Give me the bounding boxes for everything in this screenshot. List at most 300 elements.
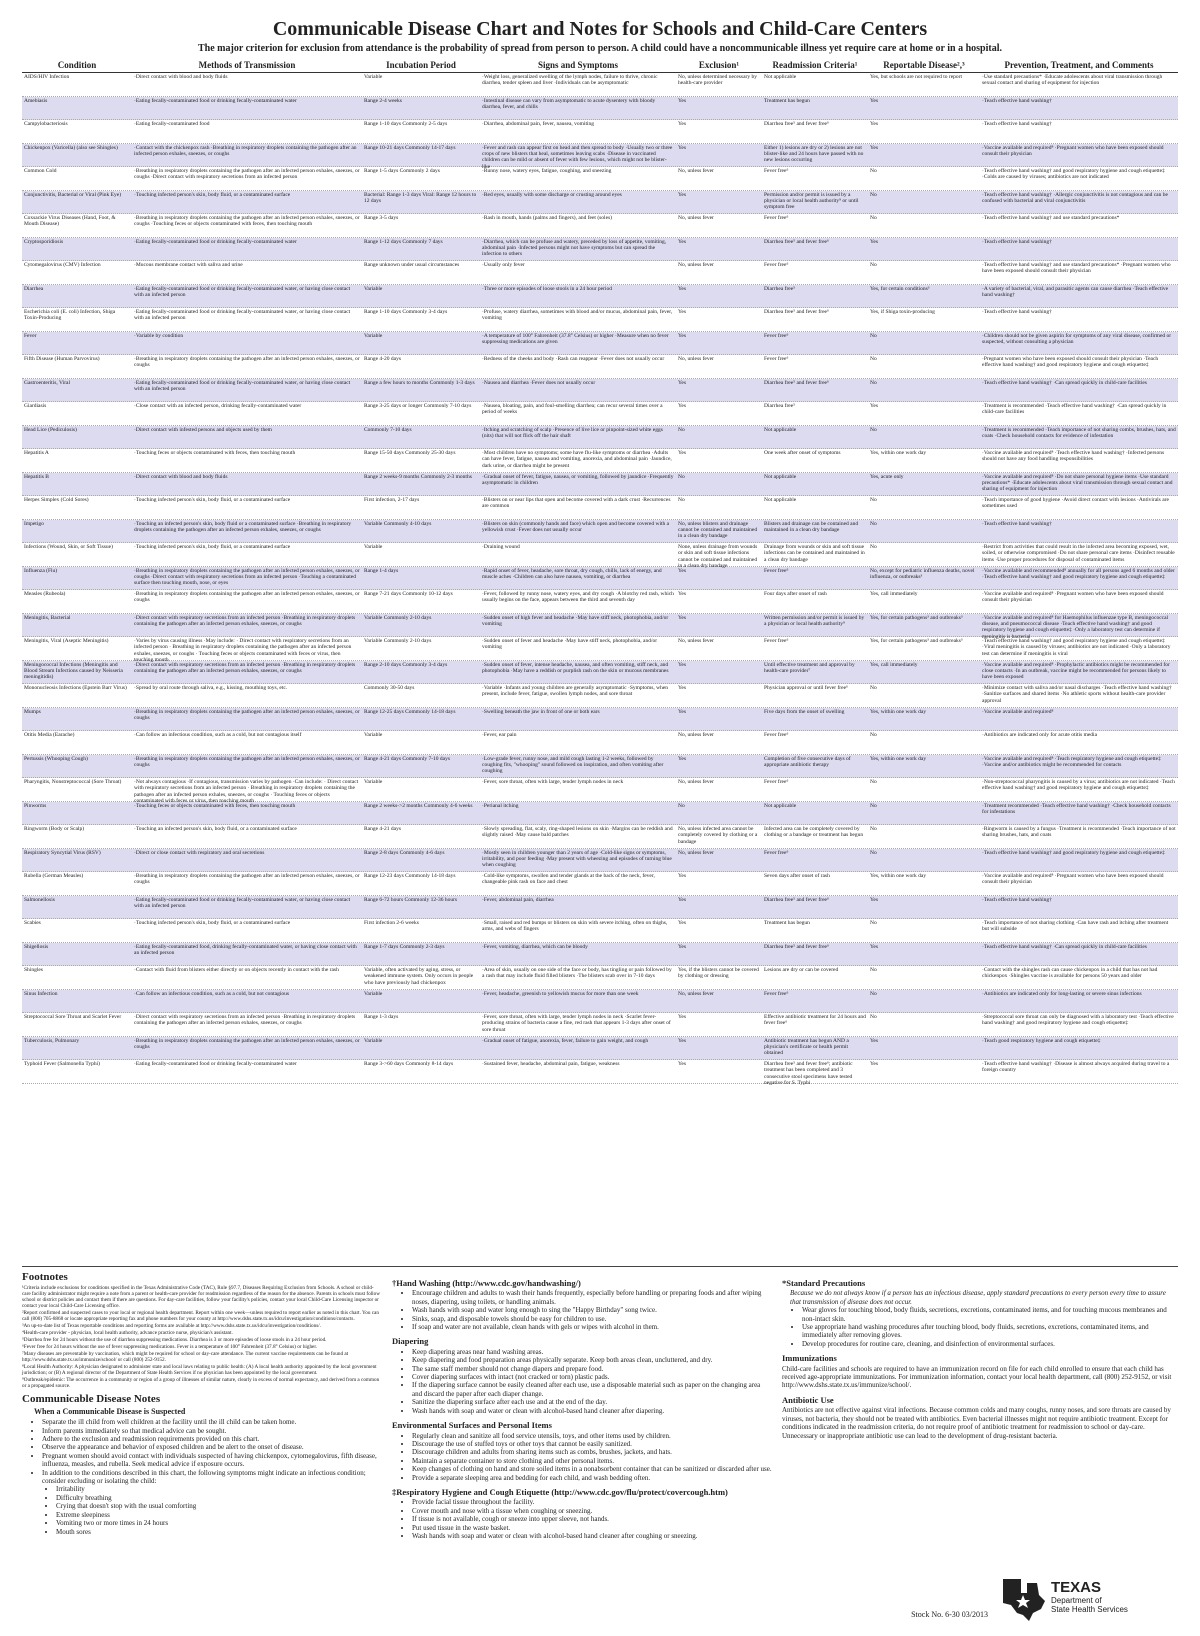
standard-precautions-list	[782, 1306, 1178, 1348]
cell-exclusion: No, unless fever	[678, 215, 714, 221]
cell-incubation: Variable	[364, 544, 383, 550]
cell-reportable: No	[870, 732, 877, 738]
stock-number: Stock No. 6-30 03/2013	[911, 1610, 988, 1619]
cell-incubation: Range 3-5 days	[364, 215, 399, 221]
cell-incubation: Range 2-4 weeks	[364, 97, 402, 104]
cell-incubation: Variable Commonly 4-10 days	[364, 520, 432, 527]
cell-readmission: Fever free⁶	[764, 638, 789, 644]
cell-symptoms: ·Sustained fever, headache, abdominal pain, fatigue, weakness	[482, 1061, 620, 1067]
cell-incubation: Range 4-21 days Commonly 7-10 days	[364, 755, 451, 762]
table-row	[22, 943, 1178, 967]
cell-transmission: ·Direct contact with respiratory secretions from an infected person ·Breathing in respiratory droplets containing the pathogen after an infected person exhales, sneezes, or coughs	[134, 614, 356, 627]
logo-text	[1051, 1579, 1128, 1614]
cell-symptoms: ·A temperature of 100° Fahrenheit (37.8° Celsius) or higher ·Measure when no fever suppressing medications are given	[482, 332, 669, 345]
note-item: • Inform parents immediately so that medical advice can be sought.	[42, 1427, 382, 1435]
cell-readmission: Antibiotic treatment has begun AND a physician's certificate or health permit obtained	[764, 1037, 849, 1057]
cell-reportable: Yes, call immediately	[870, 661, 918, 668]
cell-reportable: Yes, for certain conditions³	[870, 285, 930, 292]
cell-exclusion: No, unless blisters and drainage cannot be contained and maintained in a clean dry bandage	[678, 520, 758, 540]
table-row	[22, 426, 1178, 450]
cell-exclusion: Yes	[678, 614, 687, 621]
cell-exclusion: Yes	[678, 144, 687, 151]
cell-exclusion: Yes	[678, 285, 687, 292]
cell-condition: Cytomegalovirus (CMV) Infection	[24, 262, 101, 268]
note-item: • Adhere to the exclusion and readmission requirements provided on this chart.	[42, 1435, 382, 1443]
cell-transmission: ·Breathing in respiratory droplets containing the pathogen after an infected person exhales, sneezes, or coughs	[134, 708, 360, 721]
cell-prevention: ·Teach effective hand washing†	[982, 238, 1052, 245]
cell-transmission: ·Eating fecally-contaminated food or drinking fecally-contaminated water	[134, 97, 297, 104]
cell-prevention: ·Vaccine available and recommended⁸ annually for all persons aged 6 months and older ·Teach effective hand washing† and good respiratory hygiene and cough etiquette‡	[982, 567, 1175, 580]
cell-exclusion: Yes	[678, 97, 687, 104]
table-row	[22, 449, 1178, 473]
footnote-item: ⁸Local Health Authority: A physician designated to administer state and local laws relating to public health: (A) A local health authority appointed by the local government jurisdiction; or (B) A regional director of the Department of State Health Services if no physician has been appointed by the local government.	[22, 1364, 377, 1377]
table-row	[22, 919, 1178, 943]
cell-reportable: Yes	[870, 238, 879, 245]
cell-incubation: Range 2 weeks-9 months Commonly 2-3 months	[364, 473, 472, 480]
symptom-item: • Crying that doesn't stop with the usual comforting	[56, 1502, 382, 1510]
cell-readmission: One week after onset of symptoms	[764, 450, 841, 456]
cell-symptoms: ·Nausea, bloating, pain, and foul-smelling diarrhea; can recur several times over a period of weeks	[482, 403, 663, 416]
cell-readmission: Fever free⁶	[764, 332, 789, 339]
table-row	[22, 73, 1178, 97]
cell-reportable: Yes	[870, 121, 879, 127]
note-item: • Separate the ill child from well children at the facility until the ill child can be taken home.	[42, 1418, 382, 1426]
cell-condition: Herpes Simplex (Cold Sores)	[24, 497, 89, 503]
cell-prevention: ·Non-streptococcal pharyngitis is caused by a virus; antibiotics are not indicated ·Teach effective hand washing† and good respiratory hygiene and cough etiquette‡	[982, 779, 1175, 792]
cell-symptoms: ·Swelling beneath the jaw in front of one or both ears	[482, 708, 600, 715]
cell-reportable: No	[870, 685, 877, 691]
cell-readmission: Written permission and/or permit is issued by a physician or local health authority⁹	[764, 614, 865, 627]
cell-symptoms: ·Sudden onset of fever and headache ·May have stiff neck, photophobia, and/or vomiting	[482, 638, 658, 651]
cell-exclusion: Yes	[678, 332, 687, 339]
cell-condition: Head Lice (Pediculosis)	[24, 426, 77, 433]
cell-reportable: No	[870, 191, 877, 198]
cell-incubation: Range 4-21 days	[364, 826, 401, 832]
cell-symptoms: ·Most children have no symptoms; some have flu-like symptoms or diarrhea ·Adults can have fever, fatigue, nausea and vomiting, anorexia, and abdominal pain ·Jaundice, dark urine, or diarrhea might be present	[482, 450, 672, 469]
cell-exclusion: No, unless fever	[678, 638, 714, 644]
table-row	[22, 379, 1178, 403]
cell-reportable: Yes	[870, 896, 879, 903]
cell-reportable: Yes	[870, 403, 879, 409]
immunizations-text: Child-care facilities and schools are required to have an immunization record on file for each child enrolled to ensure that each child has received age-appropriate immunizations. For immunization information, contact your local health department, call (800) 252-9152, or visit http://www.dshs.state.tx.us/immunize/school/.	[782, 1364, 1172, 1390]
cell-prevention: ·Vaccine available and required⁸ ·Teach effective hand washing† ·Infected persons should not have any food handling responsibilities	[982, 450, 1165, 463]
environment-item: • Keep changes of clothing on hand and store soiled items in a nonabsorbent container that can be sanitized or discarded after use.	[412, 1465, 772, 1473]
cell-transmission: ·Direct contact with infested persons and objects used by them	[134, 426, 272, 433]
cell-reportable: No, except for pediatric influenza deaths, novel influenza, or outbreaks³	[870, 567, 975, 580]
notes-heading: Communicable Disease Notes	[22, 1393, 161, 1406]
standard-precaution-item: • Use appropriate hand washing procedures after touching blood, body fluids, secretions, excretions, contaminated items, and immediately after removing gloves.	[802, 1323, 1178, 1340]
cell-exclusion: Yes	[678, 309, 687, 315]
cell-condition: Cryptosporidiosis	[24, 238, 64, 245]
cell-readmission: Diarrhea free⁵ and fever free⁶; antibiotic treatment has been completed and 3 consecutive stool specimens have tested negative for S. Typhi	[764, 1061, 853, 1087]
table-row	[22, 238, 1178, 262]
cell-readmission: Diarrhea free⁵ and fever free⁶	[764, 943, 829, 950]
cell-condition: Gastroenteritis, Viral	[24, 379, 71, 386]
cell-transmission: ·Touching an infected person's skin, body fluid or a contaminated surface ·Breathing in respiratory droplets containing the pathogen after an infected person exhales, sneezes, or coughs	[134, 520, 352, 533]
cell-incubation: Range 2-8 days Commonly 4-6 days	[364, 849, 445, 856]
texas-star-icon	[1003, 1579, 1047, 1621]
cell-incubation: Variable Commonly 2-10 days	[364, 638, 432, 644]
table-header	[22, 60, 1178, 73]
cell-condition: Streptococcal Sore Throat and Scarlet Fever	[24, 1014, 122, 1020]
cell-condition: Conjunctivitis, Bacterial or Viral (Pink Eye)	[24, 191, 122, 198]
cell-condition: Diarrhea	[24, 285, 44, 292]
cell-symptoms: ·Nausea and diarrhea ·Fever does not usually occur	[482, 379, 596, 386]
cell-incubation: Variable	[364, 332, 383, 339]
cell-condition: Sinus Infection	[24, 990, 58, 997]
cell-incubation: Commonly 7-10 days	[364, 426, 412, 433]
cell-condition: Scabies	[24, 920, 41, 926]
cell-condition: Meningitis, Viral (Aseptic Meningitis)	[24, 638, 109, 644]
cell-symptoms: ·Blisters on skin (commonly hands and face) which open and become covered with a yellowish crust ·Fever does not usually occur	[482, 520, 670, 533]
symptom-item: • Irritability	[56, 1485, 382, 1493]
cell-readmission: Seven days after onset of rash	[764, 873, 830, 879]
table-row	[22, 261, 1178, 285]
antibiotic-text: Antibiotics are not effective against viral infections. Because common colds and many coughs, runny noses, and sore throats are caused by viruses, not bacteria, they should not be treated with antibiotics. Even bacterial illnesses might not require antibiotic treatment. Except for conditions indicated in the readmission criteria, do not require proof of antibiotic treatment for readmission to school or day-care. Unnecessary or inappropriate antibiotic use can lead to the development of drug-resistant bacteria.	[782, 1406, 1171, 1440]
cell-condition: Rubella (German Measles)	[24, 873, 84, 879]
environment-heading: Environmental Surfaces and Personal Items	[392, 1420, 552, 1431]
cell-prevention: ·Vaccine available and required⁸ ·Teach respiratory hygiene and cough etiquette‡ ·Vaccine and/or antibiotics might be recommended for contacts	[982, 755, 1161, 768]
cell-exclusion: Yes	[678, 661, 687, 668]
table-row	[22, 402, 1178, 426]
cell-readmission: Fever free⁶	[764, 779, 789, 785]
cell-reportable: No	[870, 332, 877, 339]
footnote-item: ⁷Many diseases are preventable by vaccination, which might be required for school or day-care attendance. The current vaccine requirements can be found at http://www.dshs.state.tx.us/immunize/school/ or call (800) 252-9152.	[22, 1351, 349, 1364]
cell-transmission: ·Touching infected person's skin, body fluid, or a contaminated surface	[134, 191, 291, 198]
cell-readmission: Fever free⁶	[764, 567, 789, 574]
cell-condition: Campylobacteriosis	[24, 121, 68, 127]
table-row	[22, 144, 1178, 168]
environment-item: • Discourage children and adults from sharing items such as combs, brushes, jackets, and hats.	[412, 1448, 772, 1456]
cell-incubation: Range 1-10 days Commonly 3-4 days	[364, 309, 448, 315]
table-row	[22, 590, 1178, 614]
cell-readmission: Not applicable	[764, 473, 797, 480]
table-row	[22, 355, 1178, 379]
cell-exclusion: None, unless drainage from wounds or skin and soft tissue infections cannot be contained and maintained in a clean dry bandage	[678, 544, 758, 570]
cell-transmission: ·Can follow an infectious condition, such as a cold, but not contagious	[134, 990, 290, 997]
cell-condition: Coxsackie Virus Diseases (Hand, Foot, & Mouth Disease)	[24, 215, 116, 228]
cell-reportable: No	[870, 168, 877, 174]
cell-symptoms: ·Fever, sore throat, often with large, tender lymph nodes in neck ·Scarlet fever-producing strains of bacteria cause a fine, red rash that appears 1-3 days after onset of sore throat	[482, 1014, 671, 1033]
cell-prevention: ·A variety of bacterial, viral, and parasitic agents can cause diarrhea ·Teach effective hand washing†	[982, 285, 1169, 298]
cell-incubation: Range 1-10 days Commonly 2-5 days	[364, 121, 448, 127]
notes-subheading: When a Communicable Disease is Suspected	[34, 1406, 186, 1416]
cell-prevention: ·Antibiotics are indicated only for long-lasting or severe sinus infections	[982, 990, 1142, 997]
cell-transmission: ·Touching feces or objects contaminated with feces, then touching mouth	[134, 450, 296, 456]
cell-symptoms: ·Rash in mouth, hands (palms and fingers), and feet (soles)	[482, 215, 612, 221]
cell-incubation: Range 6-72 hours Commonly 12-36 hours	[364, 896, 458, 903]
cell-symptoms: ·Draining wound	[482, 544, 520, 550]
cell-transmission: ·Eating fecally-contaminated food, drinking fecally-contaminated water, or having close contact with an infected person	[134, 943, 357, 956]
cell-reportable: Yes, call immediately	[870, 591, 918, 597]
cell-transmission: ·Eating fecally-contaminated food or drinking fecally-contaminated water	[134, 1061, 297, 1067]
table-row	[22, 637, 1178, 664]
table-row	[22, 849, 1178, 873]
cell-prevention: ·Teach effective hand washing†	[982, 97, 1052, 104]
diapering-heading: Diapering	[392, 1336, 429, 1347]
cell-reportable: Yes, acute only	[870, 473, 904, 480]
cell-reportable: Yes	[870, 97, 879, 104]
cell-symptoms: ·Fever, vomiting, diarrhea, which can be bloody	[482, 943, 588, 950]
cell-incubation: Range 2-10 days Commonly 3-4 days	[364, 661, 448, 668]
cell-transmission: ·Breathing in respiratory droplets containing the pathogen after an infected person exhales, sneezes, or coughs	[134, 591, 360, 604]
footnote-item: ¹Criteria include exclusions for conditions specified in the Texas Administrative Code (TAC), Rule §97.7, Diseases Requiring Exclusion from Schools. A school or child-care facility administrator might require a note from a parent or health-care provider for readmission regardless of the reason for the absence. Parents in schools must follow school or district policies and contact them if there are questions. For day-care facilities, follow your facility's policies, contact your local Child-Care Licensing inspector or contact your local Child-Care Licensing office.	[22, 1285, 380, 1310]
table-row	[22, 285, 1178, 309]
cell-reportable: Yes, for certain pathogens³ and outbreaks³	[870, 614, 963, 621]
cell-transmission: ·Contact with fluid from blisters either directly or on objects recently in contact with the rash	[134, 967, 339, 973]
cell-reportable: No	[870, 802, 877, 809]
cell-symptoms: ·Itching and scratching of scalp ·Presence of live lice or pinpoint-sized white eggs (nits) that will not flick off the hair shaft	[482, 426, 663, 439]
cell-symptoms: ·Diarrhea, which can be profuse and watery, preceded by loss of appetite, vomiting, abdominal pain ·Infected persons might not have symptoms but can spread the infection to others	[482, 238, 667, 258]
cell-incubation: Range 4-20 days	[364, 356, 401, 362]
cell-prevention: ·Antibiotics are indicated only for acute otitis media	[982, 732, 1098, 738]
cell-condition: Ringworm (Body or Scalp)	[24, 826, 85, 832]
cell-symptoms: ·Blisters on or near lips that open and become covered with a dark crust ·Recurrences are common	[482, 497, 671, 510]
diapering-item: • Sanitize the diapering surface after each use and at the end of the day.	[412, 1398, 772, 1406]
cell-readmission: Diarrhea free⁵ and fever free⁶	[764, 896, 829, 903]
cell-exclusion: Yes	[678, 450, 687, 456]
cell-condition: Giardiasis	[24, 403, 47, 409]
symptom-item: • Extreme sleepiness	[56, 1511, 382, 1519]
cell-reportable: No	[870, 990, 877, 997]
cell-incubation: Variable	[364, 285, 383, 292]
hand-washing-heading: †Hand Washing (http://www.cdc.gov/handwashing/)	[392, 1278, 581, 1288]
cell-exclusion: No, unless fever	[678, 262, 714, 268]
cell-prevention: ·Vaccine available and required⁸ ·Do not share personal hygiene items ·Use standard precautions* ·Educate adolescents about viral transmission through sexual contact and sharing of equipment for injection	[982, 473, 1173, 493]
cell-exclusion: No	[678, 497, 685, 503]
cell-condition: Impetigo	[24, 520, 44, 527]
standard-precaution-item: • Develop procedures for routine care, cleaning, and disinfection of environmental surfaces.	[802, 1340, 1178, 1348]
cell-exclusion: Yes	[678, 238, 687, 245]
cell-readmission: Until effective treatment and approval by health-care provider⁷	[764, 661, 855, 674]
footnote-item: ⁶Fever free for 24 hours without the use of fever suppressing medications. Fever is a temperature of 100° Fahrenheit (37.8° Celsius) or higher.	[22, 1344, 318, 1351]
table-row	[22, 214, 1178, 238]
table-row	[22, 872, 1178, 896]
cell-symptoms: ·Slowly spreading, flat, scaly, ring-shaped lesions on skin ·Margins can be reddish and slightly raised ·May cause bald patches	[482, 826, 673, 839]
cell-readmission: Diarrhea free⁵	[764, 285, 796, 292]
page-title: Communicable Disease Chart and Notes for Schools and Child-Care Centers	[272, 18, 928, 40]
cell-prevention: ·Vaccine available and required⁸ ·Prophylactic antibiotics might be recommended for close contacts ·In an outbreak, vaccine might be recommended for persons likely to have been exposed	[982, 661, 1170, 681]
cell-reportable: No	[870, 826, 877, 832]
cell-exclusion: No	[678, 473, 685, 480]
cell-transmission: ·Breathing in respiratory droplets containing the pathogen after an infected person exhales, sneezes, or coughs	[134, 755, 360, 768]
cell-transmission: ·Varies by virus causing illness ·May include: · Direct contact with respiratory secretions from an infected person · Breathing in respiratory droplets containing the pathogen after an infected person exhales, sneezes, or coughs · Touching feces or objects contaminated with feces or virus, then touching mouth	[134, 638, 352, 664]
cell-prevention: ·Teach effective hand washing†	[982, 520, 1052, 527]
cell-incubation: Range 3->60 days Commonly 8-14 days	[364, 1061, 454, 1067]
cell-prevention: ·Vaccine available and required⁸ ·Pregnant women who have been exposed should consult their physician	[982, 144, 1164, 157]
cell-exclusion: Yes	[678, 943, 687, 950]
column-header-exclusion: Exclusion¹	[698, 60, 740, 70]
cell-incubation: Variable	[364, 1037, 383, 1044]
cell-prevention: ·Teach effective hand washing† and good respiratory hygiene and cough etiquette‡	[982, 849, 1165, 856]
cell-symptoms: ·Fever, followed by runny nose, watery eyes, and dry cough ·A blotchy red rash, which usually begins on the face, appears between the third and seventh day	[482, 591, 674, 604]
table-row	[22, 520, 1178, 544]
cell-exclusion: Yes	[678, 755, 687, 762]
cell-prevention: ·Teach effective hand washing† and good respiratory hygiene and cough etiquette‡ ·Viral meningitis is caused by viruses; antibiotics are not indicated ·Only a laboratory test can determine if meningitis is viral	[982, 638, 1171, 657]
cell-reportable: No	[870, 920, 877, 926]
cell-transmission: ·Breathing in respiratory droplets containing the pathogen after an infected person exhales, sneezes, or coughs ·Direct contact with respiratory secretions from an infected person ·Touching a contaminated surface then touching mouth, nose, or eyes	[134, 567, 360, 587]
table-row	[22, 120, 1178, 144]
footnote-item: ²Report confirmed and suspected cases to your local or regional health department. Report within one week—unless required to report earlier as noted in this chart. You can call (800) 705-8868 or locate appropriate reporting fax and phone numbers for your county at http://www.dshs.state.tx.us/idcu/investigation/conditions/contacts.	[22, 1310, 379, 1323]
hand-washing-item: • Encourage children and adults to wash their hands frequently, especially before handling or preparing foods and after wiping noses, diapering, using toilets, or handling animals.	[412, 1289, 772, 1306]
cell-condition: Influenza (Flu)	[24, 567, 58, 574]
column-header-incubation: Incubation Period	[386, 60, 456, 70]
cell-prevention: ·Ringworm is caused by a fungus ·Treatment is recommended ·Teach importance of not sharing brushes, hats, and coats	[982, 826, 1176, 839]
cell-exclusion: Yes	[678, 121, 687, 127]
table-row	[22, 473, 1178, 497]
cell-symptoms: ·Low-grade fever, runny nose, and mild cough lasting 1-2 weeks, followed by coughing fits, "whooping" sound followed on inspiration, and often vomiting after coughing	[482, 755, 664, 775]
cell-prevention: ·Vaccine available and required⁸	[982, 708, 1054, 715]
cell-readmission: Physician approval or until fever free⁶	[764, 685, 848, 691]
table-row	[22, 755, 1178, 779]
cell-exclusion: Yes	[678, 191, 687, 198]
cell-readmission: Completion of five consecutive days of appropriate antibiotic therapy	[764, 755, 851, 768]
cell-transmission: ·Breathing in respiratory droplets containing the pathogen after an infected person exhales, sneezes, or coughs ·Direct contact with respiratory secretions from an infected person	[134, 168, 360, 181]
table-row	[22, 1013, 1178, 1037]
cell-symptoms: ·Fever, headache, greenish to yellowish mucus for more than one week	[482, 990, 639, 997]
cell-condition: Fever	[24, 332, 37, 339]
logo-line-3: State Health Services	[1051, 1605, 1128, 1614]
diapering-item: • Keep diapering areas near hand washing areas.	[412, 1348, 772, 1356]
cell-prevention: ·Teach effective hand washing† ·Can spread quickly in child-care facilities	[982, 379, 1147, 386]
respiratory-item: • Provide facial tissue throughout the facility.	[412, 1498, 772, 1506]
cell-incubation: Commonly 30-50 days	[364, 685, 415, 691]
cell-transmission: ·Can follow an infectious condition, such as a cold, but not contagious itself	[134, 732, 302, 738]
footnote-item: ³An up-to-date list of Texas reportable conditions and reporting forms are available at http://www.dshs.state.tx.us/idcu/investigation/conditions/.	[22, 1323, 321, 1330]
cell-condition: Salmonellosis	[24, 896, 55, 903]
cell-transmission: ·Touching infected person's skin, body fluid, or a contaminated surface	[134, 544, 291, 550]
cell-transmission: ·Direct contact with respiratory secretions from an infected person ·Breathing in respiratory droplets containing the pathogen after an infected person exhales, sneezes, or coughs	[134, 1014, 356, 1027]
cell-incubation: Range 12-25 days Commonly 14-18 days	[364, 708, 456, 715]
cell-prevention: ·Pregnant women who have been exposed should consult their physician ·Teach effective hand washing† and good respiratory hygiene and cough etiquette‡	[982, 356, 1159, 369]
cell-condition: Mononucleosis Infections (Epstein Barr Virus)	[24, 685, 127, 691]
footnotes-heading: Footnotes	[22, 1271, 68, 1283]
column-header-readmission: Readmission Criteria¹	[772, 60, 858, 70]
diapering-item: • If the diapering surface cannot be easily cleaned after each use, use a disposable material such as paper on the changing area and discard the paper after each diaper change.	[412, 1381, 772, 1398]
cell-prevention: ·Teach effective hand washing† and use standard precautions*	[982, 215, 1120, 221]
cell-exclusion: No, unless infected area cannot be completely covered by clothing or a bandage	[678, 826, 758, 845]
cell-symptoms: ·Weight loss, generalized swelling of the lymph nodes, failure to thrive, chronic diarrhea, tender spleen and liver ·Individuals can be asymptomatic	[482, 74, 658, 87]
table-row	[22, 191, 1178, 215]
cell-transmission: ·Eating fecally-contaminated food or drinking fecally-contaminated water, or having close contact with an infected person	[134, 896, 351, 909]
cell-transmission: ·Close contact with an infected person, drinking fecally-contaminated water	[134, 403, 302, 409]
cell-incubation: Variable Commonly 2-10 days	[364, 614, 432, 621]
cell-exclusion: Yes	[678, 708, 687, 715]
notes-middle-column	[392, 1273, 772, 1540]
cell-reportable: Yes	[870, 144, 879, 151]
cell-transmission: ·Breathing in respiratory droplets containing the pathogen after an infected person exhales, sneezes, or coughs	[134, 873, 360, 886]
notes-section	[22, 1266, 1178, 1627]
table-row	[22, 661, 1178, 685]
page-subtitle: The major criterion for exclusion from attendance is the probability of spread from person to person. A child could have a noncommunicable illness yet require care at home or in a hospital.	[198, 43, 1002, 54]
cell-transmission: ·Direct contact with respiratory secretions from an infected person ·Breathing in respiratory droplets containing the pathogen after an infected person exhales, sneezes, or coughs	[134, 661, 356, 674]
cell-transmission: ·Direct contact with blood and body fluids	[134, 74, 228, 80]
cell-prevention: ·Streptococcal sore throat can only be diagnosed with a laboratory test ·Teach effective hand washing† and good respiratory hygiene and cough etiquette‡	[982, 1014, 1174, 1027]
cell-symptoms: ·Profuse, watery diarrhea, sometimes with blood and/or mucus, abdominal pain, fever, vomiting	[482, 309, 673, 322]
cell-readmission: Diarrhea free⁵ and fever free⁶	[764, 379, 829, 386]
cell-readmission: Treatment has begun	[764, 920, 810, 926]
footnotes-list	[22, 1285, 382, 1389]
cell-readmission: Fever free⁶	[764, 990, 789, 997]
table-row	[22, 966, 1178, 990]
cell-prevention: ·Vaccine available and required⁸ ·Pregnant women who have been exposed should consult their physician	[982, 591, 1164, 604]
cell-readmission: Infected area can be completely covered by clothing or a bandage or treatment has begun	[764, 826, 864, 839]
cell-condition: Infections (Wound, Skin, or Soft Tissue)	[24, 544, 113, 550]
diapering-item: • The same staff member should not change diapers and prepare food.	[412, 1365, 772, 1373]
cell-exclusion: No, unless fever	[678, 779, 714, 785]
cell-prevention: ·Teach effective hand washing† and use standard precautions* ·Pregnant women who have been exposed should consult their physician	[982, 262, 1171, 275]
cell-readmission: Drainage from wounds or skin and soft tissue infections can be contained and maintained in a clean dry bandage	[764, 544, 865, 563]
footnote-item: ⁹Outbreak/epidemic: The occurrence in a community or region of a group of illnesses of similar nature, clearly in excess of normal expectancy, and derived from a common or a propagated source.	[22, 1377, 380, 1390]
cell-reportable: Yes	[870, 1037, 879, 1044]
cell-incubation: Range 10-21 days Commonly 14-17 days	[364, 144, 456, 151]
symptoms-list	[22, 1485, 382, 1535]
cell-symptoms: ·Fever, abdominal pain, diarrhea	[482, 896, 554, 903]
cell-readmission: Treatment has begun	[764, 97, 810, 104]
cell-incubation: Range 7-21 days Commonly 10-12 days	[364, 591, 453, 597]
cell-symptoms: ·Mostly seen in children younger than 2 years of age ·Cold-like signs or symptoms, irritability, and poor feeding ·May present with wheezing and episodes of turning blue when coughing	[482, 849, 672, 869]
table-row	[22, 990, 1178, 1014]
cell-condition: Hepatitis A	[24, 450, 49, 456]
cell-reportable: No	[870, 544, 877, 550]
cell-transmission: ·Eating fecally-contaminated food	[134, 121, 210, 127]
cell-incubation: Range 2 weeks->2 months Commonly 4-6 weeks	[364, 802, 473, 809]
respiratory-item: • Cover mouth and nose with a tissue when coughing or sneezing.	[412, 1507, 772, 1515]
symptom-item: • Difficulty breathing	[56, 1494, 382, 1502]
cell-exclusion: Yes	[678, 1037, 687, 1044]
table-row	[22, 97, 1178, 121]
table-row	[22, 543, 1178, 570]
cell-transmission: ·Breathing in respiratory droplets containing the pathogen after an infected person exhales, sneezes, or coughs	[134, 356, 360, 369]
cell-transmission: ·Not always contagious ·If contagious, transmission varies by pathogen ·Can include: · Direct contact with respiratory secretions from an infected person · Breathing in respiratory droplets containing the pathogen after an infected person exhales, sneezes, or coughs · Touching feces or objects contaminated with feces or virus, then touching mouth	[134, 779, 359, 805]
table-row	[22, 731, 1178, 755]
cell-transmission: ·Touching feces or objects contaminated with feces, then touching mouth	[134, 802, 296, 809]
cell-reportable: No	[870, 967, 877, 973]
cell-prevention: ·Teach effective hand washing† and good respiratory hygiene and cough etiquette‡ ·Colds are caused by viruses; antibiotics are not indicated	[982, 168, 1165, 181]
immunizations-heading: Immunizations	[782, 1353, 837, 1364]
cell-readmission: Blisters and drainage can be contained and maintained in a clean dry bandage	[764, 520, 859, 533]
cell-readmission: Not applicable	[764, 802, 797, 809]
table-row	[22, 1037, 1178, 1061]
respiratory-heading: ‡Respiratory Hygiene and Cough Etiquette (http://www.cdc.gov/flu/protect/covercough.htm)	[392, 1486, 728, 1497]
cell-exclusion: Yes	[678, 896, 687, 903]
cell-condition: Meningococcal Infections (Meningitis and Blood Stream Infections caused by Neisseria meningitidis)	[24, 661, 123, 681]
notes-list	[22, 1418, 382, 1485]
cell-incubation: Variable	[364, 990, 383, 997]
cell-prevention: ·Use standard precautions* ·Educate adolescents about viral transmission through sexual contact and sharing of equipment for injection	[982, 74, 1163, 87]
cell-incubation: Range a few hours to months Commonly 1-3 days	[364, 379, 475, 386]
cell-prevention: ·Treatment is recommended ·Teach effective hand washing† ·Can spread quickly in child-care facilities	[982, 403, 1167, 416]
cell-condition: Measles (Rubeola)	[24, 591, 66, 597]
table-row	[22, 496, 1178, 520]
cell-exclusion: Yes	[678, 873, 687, 879]
cell-symptoms: ·Red eyes, usually with some discharge or crusting around eyes	[482, 191, 622, 198]
cell-symptoms: ·Three or more episodes of loose stools in a 24 hour period	[482, 285, 612, 292]
cell-exclusion: Yes	[678, 379, 687, 386]
environment-item: • Provide a separate sleeping area and bedding for each child, and wash bedding often.	[412, 1474, 772, 1482]
cell-transmission: ·Eating fecally-contaminated food or drinking fecally-contaminated water	[134, 238, 297, 245]
cell-exclusion: No, unless fever	[678, 168, 714, 174]
cell-exclusion: No, unless fever	[678, 356, 714, 362]
cell-transmission: ·Eating fecally-contaminated food or drinking fecally-contaminated water, or having close contact with an infected person	[134, 285, 351, 298]
diapering-list	[392, 1348, 772, 1415]
cell-readmission: Four days after onset of rash	[764, 591, 827, 597]
cell-prevention: ·Treatment recommended ·Teach effective hand washing† ·Check household contacts for infestations	[982, 802, 1171, 815]
cell-transmission: ·Touching infected person's skin, body fluid, or a contaminated surface	[134, 920, 291, 926]
cell-symptoms: ·Fever, ear pain	[482, 732, 517, 738]
cell-prevention: ·Contact with the shingles rash can cause chickenpox in a child that has not had chickenpox ·Shingles vaccine is available for persons 50 years and older	[982, 967, 1158, 980]
cell-incubation: Range 1-5 days Commonly 2 days	[364, 168, 440, 174]
